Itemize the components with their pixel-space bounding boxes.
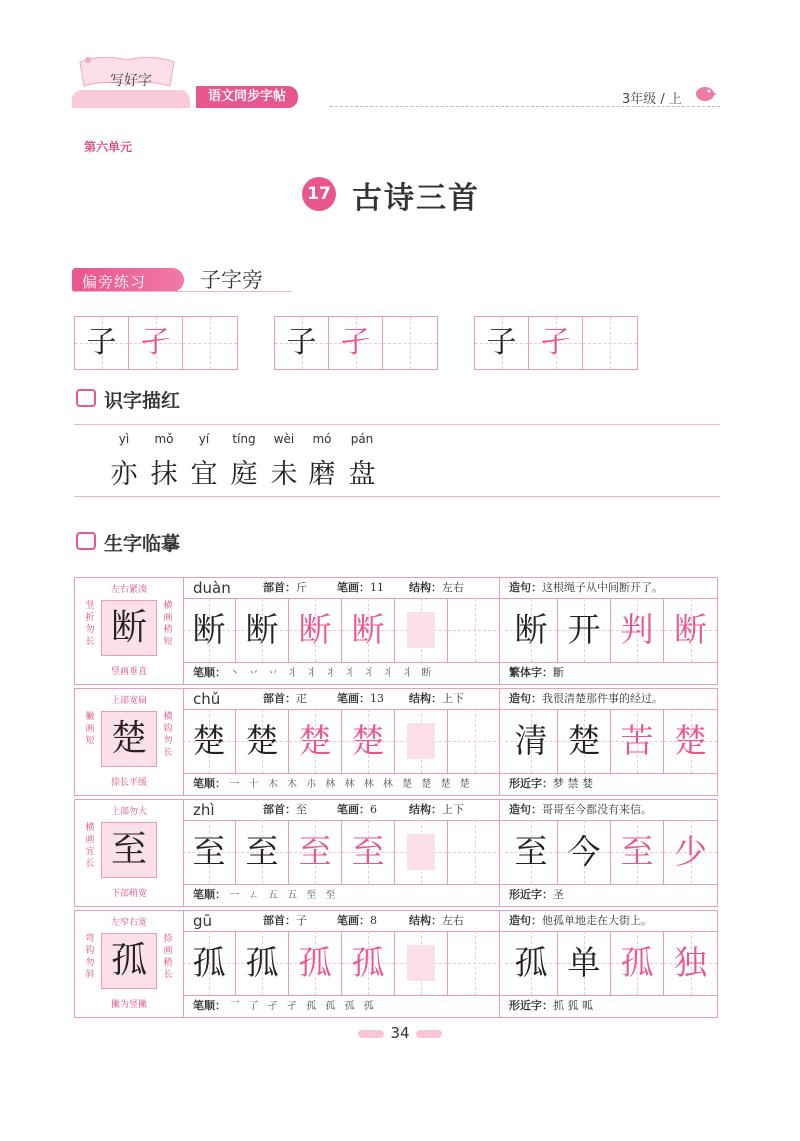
char-pinyin: duàn xyxy=(193,579,231,597)
word-grid xyxy=(505,931,717,995)
extra-info xyxy=(509,997,593,1013)
practice-cell xyxy=(342,931,395,995)
word-cell xyxy=(611,709,664,773)
radical-cell xyxy=(329,317,383,369)
ghost-shape xyxy=(407,945,435,981)
sentence xyxy=(509,800,652,820)
order-sequence: 乛 了 孑 孑 孤 孤 孤 孤 xyxy=(229,1001,377,1012)
practice-cell xyxy=(236,820,289,884)
ghost-shape xyxy=(407,723,435,759)
order-sequence: 丶 丷 丷 丬 丬 丬 丬 丬 丬 丬 断 xyxy=(229,668,435,679)
order-label: 笔顺： xyxy=(193,999,226,1012)
radical-cell xyxy=(129,317,183,369)
stroke-order xyxy=(193,997,377,1013)
model-char: 断 xyxy=(110,607,147,648)
radical-char: 子 xyxy=(486,325,517,360)
sentence xyxy=(509,911,652,931)
trace-char: 至 xyxy=(298,832,332,871)
sentence-text: 他孤单地走在大街上。 xyxy=(542,914,652,927)
ghost-shape xyxy=(407,612,435,648)
practice-char: 断 xyxy=(245,610,279,649)
practice-cell xyxy=(183,931,236,995)
order-label: 笔顺： xyxy=(193,777,226,790)
practice-grid xyxy=(183,820,501,884)
strokes-value: 13 xyxy=(370,692,384,705)
strokes-label: 笔画： xyxy=(337,692,370,705)
radical-cell xyxy=(275,317,329,369)
series-subtitle: 语文同步字帖 xyxy=(196,86,298,108)
word-trace-char: 楚 xyxy=(674,721,707,760)
lesson-number-badge: 17 xyxy=(302,177,336,211)
stroke-count-info xyxy=(337,911,377,931)
radical-info xyxy=(263,800,307,820)
radical-char: 子 xyxy=(286,325,317,360)
strokes-value: 6 xyxy=(370,803,377,816)
trace-char: 断 xyxy=(351,610,385,649)
row-rule xyxy=(183,662,717,663)
sentence-text: 哥哥至今都没有来信。 xyxy=(542,803,652,816)
radical-underline xyxy=(72,291,292,292)
literacy-char: 抹 xyxy=(150,459,178,490)
practice-cell-ghost xyxy=(395,598,448,662)
word-cell xyxy=(558,820,611,884)
practice-grid xyxy=(183,598,501,662)
sentence-label: 造句： xyxy=(509,914,542,927)
practice-char: 楚 xyxy=(192,721,226,760)
practice-cell-empty xyxy=(448,820,501,884)
practice-grid xyxy=(183,931,501,995)
word-char: 楚 xyxy=(567,721,601,760)
radical-cell xyxy=(75,317,129,369)
literacy-top-rule xyxy=(74,424,720,425)
tip-top: 左右紧凑 xyxy=(110,585,147,595)
word-cell xyxy=(611,820,664,884)
extra-value: 抓 狐 呱 xyxy=(553,999,593,1012)
word-cell xyxy=(664,820,717,884)
structure-label: 结构： xyxy=(409,581,442,594)
word-char: 至 xyxy=(514,832,548,871)
structure-guide xyxy=(75,578,184,684)
word-cell xyxy=(505,820,558,884)
practice-char: 至 xyxy=(192,832,226,871)
extra-info xyxy=(509,886,564,902)
extra-value: 斷 xyxy=(553,666,564,679)
practice-row xyxy=(74,688,718,796)
tip-top: 上部宽扁 xyxy=(110,696,147,706)
row-rule xyxy=(183,995,717,996)
radical-name: 子字旁 xyxy=(200,268,263,292)
order-sequence: 一 ㄥ 五 五 至 至 xyxy=(229,890,339,901)
stroke-count-info xyxy=(337,578,384,598)
literacy-char: 亦 xyxy=(110,459,138,490)
radical-label: 部首： xyxy=(263,581,296,594)
sentence-text: 我很清楚那件事的经过。 xyxy=(542,692,663,705)
sentence-label: 造句： xyxy=(509,803,542,816)
page-number: 34 xyxy=(390,1024,410,1042)
word-cell xyxy=(664,598,717,662)
radical-value: 斤 xyxy=(296,581,307,594)
word-cell xyxy=(611,598,664,662)
literacy-pinyin: yì xyxy=(118,432,130,446)
practice-cell xyxy=(342,598,395,662)
word-trace-char: 断 xyxy=(674,610,707,649)
practice-char: 楚 xyxy=(245,721,279,760)
word-trace-char: 孤 xyxy=(620,943,654,982)
trace-char: 孤 xyxy=(298,943,332,982)
book-icon xyxy=(76,389,96,407)
tip-left: 竖折勿长 xyxy=(85,601,95,647)
extra-value: 梦 禁 婪 xyxy=(553,777,593,790)
char-pinyin: gū xyxy=(193,912,213,930)
stroke-order xyxy=(193,664,434,680)
radical-label: 部首： xyxy=(263,914,296,927)
radical-info xyxy=(263,911,307,931)
order-label: 笔顺： xyxy=(193,888,226,901)
practice-cell xyxy=(236,931,289,995)
order-sequence: 一 十 木 木 朩 林 林 林 林 楚 楚 楚 楚 xyxy=(229,779,473,790)
literacy-char: 庭 xyxy=(230,459,258,490)
radical-value: 至 xyxy=(296,803,307,816)
radical-grid-1 xyxy=(74,316,238,370)
practice-char: 孤 xyxy=(192,943,226,982)
model-char: 楚 xyxy=(110,718,147,759)
trace-char: 至 xyxy=(351,832,385,871)
unit-label: 第六单元 xyxy=(84,140,133,154)
literacy-bottom-rule xyxy=(74,496,720,497)
tip-left: 弯钩勿斜 xyxy=(85,934,95,980)
literacy-char: 宜 xyxy=(190,459,218,490)
practice-cell-ghost xyxy=(395,709,448,773)
word-char: 清 xyxy=(514,721,548,760)
word-char: 开 xyxy=(567,610,601,649)
radical-cell-empty xyxy=(183,317,237,369)
structure-label: 结构： xyxy=(409,803,442,816)
literacy-pinyin: mǒ xyxy=(154,432,174,446)
sentence-label: 造句： xyxy=(509,692,542,705)
book-graphic xyxy=(72,90,190,108)
word-trace-char: 苦 xyxy=(620,721,654,760)
literacy-char: 盘 xyxy=(348,459,376,490)
word-cell xyxy=(558,709,611,773)
structure-label: 结构： xyxy=(409,692,442,705)
tip-bottom: 竖画垂直 xyxy=(110,667,147,677)
word-cell xyxy=(558,598,611,662)
radical-cell-empty xyxy=(383,317,437,369)
word-cell xyxy=(505,709,558,773)
tip-bottom: 撇为竖撇 xyxy=(110,1000,147,1010)
structure-guide xyxy=(75,911,184,1017)
structure-info xyxy=(409,689,464,709)
tip-right: 横钩勿长 xyxy=(163,712,173,758)
practice-cell xyxy=(342,709,395,773)
pencil-note-icon xyxy=(76,532,96,550)
practice-cell xyxy=(289,598,342,662)
strokes-value: 8 xyxy=(370,914,377,927)
radical-grid-3 xyxy=(474,316,638,370)
structure-guide xyxy=(75,800,184,906)
row-rule xyxy=(183,773,717,774)
radical-value: 子 xyxy=(296,914,307,927)
word-char: 今 xyxy=(567,832,601,871)
word-trace-char: 判 xyxy=(620,610,654,649)
word-grid xyxy=(505,820,717,884)
literacy-char: 未 xyxy=(270,459,298,490)
model-char: 孤 xyxy=(110,940,147,981)
lesson-title: 古诗三首 xyxy=(352,181,480,216)
tip-right: 横画稍短 xyxy=(163,601,173,647)
tip-top: 上部勿大 xyxy=(110,807,147,817)
extra-label: 形近字： xyxy=(509,888,553,901)
radical-trace-char: 孑 xyxy=(140,325,171,360)
radical-char: 子 xyxy=(86,325,117,360)
word-char: 单 xyxy=(567,943,601,982)
sentence-label: 造句： xyxy=(509,581,542,594)
structure-value: 左右 xyxy=(442,914,464,927)
structure-info xyxy=(409,578,464,598)
word-cell xyxy=(558,931,611,995)
practice-char: 断 xyxy=(192,610,226,649)
literacy-pinyin: tíng xyxy=(232,432,256,446)
word-cell xyxy=(505,598,558,662)
row-rule xyxy=(183,884,717,885)
radical-info xyxy=(263,578,307,598)
strokes-value: 11 xyxy=(370,581,384,594)
practice-char: 至 xyxy=(245,832,279,871)
structure-value: 上下 xyxy=(442,692,464,705)
practice-cell-empty xyxy=(448,709,501,773)
sentence xyxy=(509,689,663,709)
practice-cell-ghost xyxy=(395,820,448,884)
trace-char: 断 xyxy=(298,610,332,649)
grade-label: 3年级 / 上 xyxy=(622,92,682,107)
word-cell xyxy=(505,931,558,995)
structure-info xyxy=(409,911,464,931)
word-cell xyxy=(664,709,717,773)
extra-label: 形近字： xyxy=(509,999,553,1012)
practice-grid xyxy=(183,709,501,773)
literacy-char: 磨 xyxy=(308,459,336,490)
structure-label: 结构： xyxy=(409,914,442,927)
practice-cell xyxy=(342,820,395,884)
word-cell xyxy=(664,931,717,995)
practice-title: 生字临摹 xyxy=(104,533,181,555)
sentence-text: 这根绳子从中间断开了。 xyxy=(542,581,663,594)
practice-cell xyxy=(183,598,236,662)
strokes-label: 笔画： xyxy=(337,803,370,816)
stroke-count-info xyxy=(337,689,384,709)
practice-cell-empty xyxy=(448,598,501,662)
tip-left: 撇画短 xyxy=(85,712,95,746)
structure-value: 左右 xyxy=(442,581,464,594)
tip-left: 横画宜长 xyxy=(85,823,95,869)
tip-top: 左窄右宽 xyxy=(110,918,147,928)
tip-right: 捺画稍长 xyxy=(163,934,173,980)
strokes-label: 笔画： xyxy=(337,581,370,594)
extra-label: 繁体字： xyxy=(509,666,553,679)
stroke-order xyxy=(193,886,338,902)
radical-cell-empty xyxy=(583,317,637,369)
word-trace-char: 独 xyxy=(674,943,707,982)
practice-cell-empty xyxy=(448,931,501,995)
stroke-order xyxy=(193,775,473,791)
structure-info xyxy=(409,800,464,820)
extra-info xyxy=(509,775,593,791)
trace-char: 楚 xyxy=(298,721,332,760)
ghost-shape xyxy=(407,834,435,870)
char-pinyin: chǔ xyxy=(193,690,221,708)
word-cell xyxy=(611,931,664,995)
radical-grid-2 xyxy=(274,316,438,370)
tip-bottom: 下部稍宽 xyxy=(110,889,147,899)
char-pinyin: zhì xyxy=(193,801,215,819)
brand-title: 写好字 xyxy=(110,73,152,89)
radical-cell xyxy=(475,317,529,369)
strokes-label: 笔画： xyxy=(337,914,370,927)
literacy-pinyin: wèi xyxy=(273,432,295,446)
practice-cell xyxy=(289,820,342,884)
word-char: 断 xyxy=(514,610,548,649)
practice-cell xyxy=(183,820,236,884)
radical-tag: 偏旁练习 xyxy=(82,273,147,291)
extra-value: 圣 xyxy=(553,888,564,901)
radical-label: 部首： xyxy=(263,692,296,705)
order-label: 笔顺： xyxy=(193,666,226,679)
literacy-pinyin: yí xyxy=(198,432,210,446)
structure-value: 上下 xyxy=(442,803,464,816)
radical-trace-char: 孑 xyxy=(540,325,571,360)
word-trace-char: 少 xyxy=(674,832,707,871)
practice-char: 孤 xyxy=(245,943,279,982)
practice-cell xyxy=(183,709,236,773)
trace-char: 孤 xyxy=(351,943,385,982)
practice-cell xyxy=(236,598,289,662)
word-char: 孤 xyxy=(514,943,548,982)
sentence xyxy=(509,578,663,598)
radical-value: 疋 xyxy=(296,692,307,705)
literacy-pinyin: mó xyxy=(312,432,332,446)
practice-row xyxy=(74,910,718,1018)
extra-info xyxy=(509,664,564,680)
word-trace-char: 至 xyxy=(620,832,654,871)
model-char: 至 xyxy=(110,829,147,870)
practice-cell xyxy=(289,931,342,995)
bird-icon xyxy=(692,82,718,104)
tip-bottom: 捺长平缓 xyxy=(110,778,147,788)
practice-row xyxy=(74,799,718,907)
radical-cell xyxy=(529,317,583,369)
radical-label: 部首： xyxy=(263,803,296,816)
extra-label: 形近字： xyxy=(509,777,553,790)
practice-cell-ghost xyxy=(395,931,448,995)
practice-cell xyxy=(289,709,342,773)
literacy-pinyin: pán xyxy=(350,432,374,446)
practice-row xyxy=(74,577,718,685)
trace-char: 楚 xyxy=(351,721,385,760)
word-grid xyxy=(505,598,717,662)
radical-info xyxy=(263,689,307,709)
literacy-title: 识字描红 xyxy=(104,390,181,412)
stroke-count-info xyxy=(337,800,377,820)
word-grid xyxy=(505,709,717,773)
radical-trace-char: 孑 xyxy=(340,325,371,360)
practice-cell xyxy=(236,709,289,773)
structure-guide xyxy=(75,689,184,795)
